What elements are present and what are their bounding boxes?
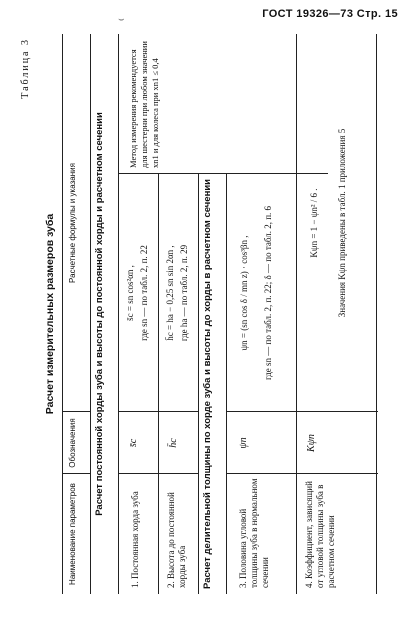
method-note: Метод измерения рекомендуется для шестерни при любом значении xn1 и для колеса при xn1 ≤ 0,4 (128, 41, 160, 168)
row-2-name: 2. Высота до постоянной хорды зуба (166, 492, 187, 588)
row-1-formula: s̄c = sn cos²αn , (125, 265, 135, 321)
row-2-symbol: h̄c (168, 438, 179, 448)
table-bottom-rule (376, 34, 377, 594)
row-4-name: 4. Коэффициент, зависящий от угловой толщины зуба в расчетном сечении (304, 481, 336, 588)
section-heading-2: Расчет делительной толщины по хорде зуба и высоты до хорды в расчетном сечении (202, 178, 213, 590)
column-header-formula: Расчетные формулы и указания (68, 163, 77, 283)
section-heading-1: Расчет постоянной хорды зуба и высоты до постоянной хорды и расчетном сечении (94, 112, 105, 516)
table-title: Расчет измерительных размеров зуба (44, 213, 56, 415)
section-1-rule (118, 34, 119, 594)
column-header-name: Наименование параметров (68, 483, 77, 585)
row-3-formula: ψn = (sn cos δ / mn z) · cos³βn , (239, 235, 249, 351)
row-4-symbol: Kψn (306, 434, 317, 452)
row-4-formula: Kψn = 1 − ψn² / 6 . (309, 188, 319, 258)
row-4-where: Значения Kψn приведены в табл. 1 приложения 5 (337, 128, 347, 318)
row-1-name: 1. Постоянная хорда зуба (130, 491, 140, 588)
scan-speck: ⌣ (118, 14, 125, 25)
section-2-rule (226, 174, 227, 594)
table-label: Таблица 3 (20, 38, 31, 99)
table-top-rule (62, 34, 63, 594)
column-header-symbol: Обозначения (68, 418, 77, 468)
row-2-rule (198, 174, 199, 594)
row-2-where: где ha — по табл. 2, п. 29 (179, 244, 189, 342)
rotated-table-page (18, 34, 378, 594)
row-2-formula: h̄c = ha − 0,25 sn sin 2αn , (165, 245, 175, 341)
row-3-symbol: ψn (238, 437, 249, 449)
page-header: ГОСТ 19326—73 Стр. 15 (262, 8, 398, 20)
row-3-name: 3. Половина угловой толщины зуба в нормальном сечении (238, 478, 270, 588)
row-1-rule (158, 174, 159, 594)
header-bottom-rule (90, 34, 91, 594)
row-1-symbol: s̄c (128, 438, 139, 448)
row-3-rule (296, 34, 297, 594)
row-1-where: где sn — по табл. 2, п. 22 (139, 245, 149, 341)
row-3-where: где sn — по табл. 2, п. 22; δ — по табл. 2, п. 6 (263, 205, 273, 381)
